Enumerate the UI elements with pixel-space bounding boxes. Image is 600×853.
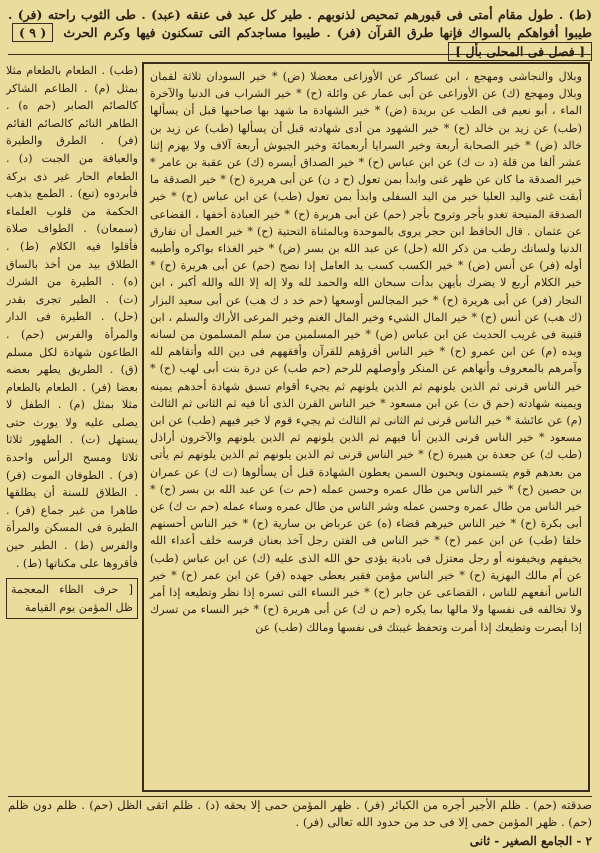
main-text-frame: [142, 62, 590, 792]
page-footer: [8, 796, 592, 847]
section-title: [ فصل فى المحلى بأل ]: [448, 42, 592, 61]
header-text: (ط) . طول مقام أمتى فى قبورهم تمحيص لذنوبهم . طير كل عبد فى عنقه (عبد) . طى الثوب راحته (فر) . طيبوا أفواهكم بالسواك فإنها طرق القرآن (فر) . طيبوا مساجدكم التى تسكنون فيها وكرم الحرث: [8, 7, 592, 40]
chapter-heading-box: [6, 578, 138, 619]
main-paragraph: وبلال والنجاشى ومهجع ، ابن عساكر عن الأوزاعى معضلا (ض) * خير السودان ثلاثة لقمان وبلال ومهجع (ك) عن الأوزاعى عن أبى عمار عن وائلة (ح) * خير الشراب فى الدنيا والآخرة الماء ، أبو نعيم فى الطب عن بريدة (ض) * خير الشهادة ما شهد بها صاحبها قبل أن يسألها (طب) عن زيد بن خالد (ح) * خير الشهود من أدى شهادته قبل أن يسألها (طب) عن زيد بن خالد (ض) * خير الصحابة أربعة وخير السرايا أربعمائة وخير الجيوش أربعة آلاف ولا يهزم إثنا عشر ألفا من قلة (د ت ك) عن ابن عباس (ح) * خير الصداق أيسره (ك) عن عقبة بن عامر * خير الصدقة ما كان عن ظهر غنى وابدأ بمن تعول (ح د ن) عن أبى هريرة (ح) * خير الصدقة ما أبقت غنى واليد العليا خير من اليد السفلى وابدأ بمن تعول (طب) عن ابن عباس (ح) * خير الصدقة المنيحة تغدو بأجر وتروح بأجر (حم) عن أبى هريرة (ح) * خير العبادة أخفها ، القضاعى عن عثمان . قال الحافظ ابن حجر يروى بالموحدة وبالمثناة التحتية (ح) * خير العمل أن تفارق الدنيا ولسانك رطب من ذكر الله (حل) عن عبد الله بن بسر (ض) * خير الغذاء بواكره وأطيبه أوله (فر) عن أنس (ض) * خير الكسب كسب يد العامل إذا نصح (حم) عن أبى هريرة (ح) * خير الكلام أربع لا يضرك بأيهن بدأت سبحان الله والحمد لله ولا إله إلا الله والله أكبر ، ابن النجار (فر) عن أبى هريرة (ح) * خير المجالس أوسعها (حم خد د ك هب) عن أبى سعيد البزار (ك هب) عن أنس (ح) * خير المال الشيء وخير المال الغنم وخير المرعى الأراك والسلم ، ابن قتيبة فى غريب الحديث عن ابن عباس (ض) * خير المسلمين من سلم المسلمون من لسانه ويده (م) عن ابن عمرو (ح) * خير الناس أقرؤهم للقرآن وأفقههم فى دين الله وأتقاهم لله وآمرهم بالمعروف وأنهاهم عن المنكر وأوصلهم للرحم (حم طب) عن درة بنت أبى لهب (ح) * خير الناس قرنى ثم الذين يلونهم ثم الذين يلونهم ثم يجيء أقوام تسبق شهادة أحدهم يمينه ويمينه شهادته (حم ق ت) عن ابن مسعود * خير الناس القرن الذى أنا فيه ثم الثانى ثم الثالث (م) عن عائشة * خير الناس قرنى ثم الثانى ثم الثالث ثم يجيء قوم لا خير فيهم (طب) عن ابن مسعود * خير الناس قرنى الذين أنا فيهم ثم الذين يلونهم ثم الذين يلونهم والآخرون أراذل (طب ك) عن جعدة بن هبيرة (ح) * خير الناس قرنى ثم الذين يلونهم ثم الذين يلونهم ثم يأتى من بعدهم قوم يتسمنون ويحبون السمن يعطون الشهادة قبل أن يسألوها (ت ك) عن عمران بن حصين (ح) * خير الناس من طال عمره وحسن عمله (حم ت) عن عبد الله بن بسر (ح) * خير الناس من طال عمره وحسن عمله وشر الناس من طال عمره وساء عمله (حم ت ك) عن أبى بكرة (ح) * خير الناس خيرهم قضاء (ه) عن عرباض بن سارية (ح) * خير الناس أحسنهم خلقا (طب) عن ابن عمر (ح) * خير الناس فى الفتن رجل آخذ بعنان فرسه خلف أعداء الله يخيفهم ويخيفونه أو رجل معتزل فى بادية يؤدى حق الله الذى عليه (ك) عن ابن عباس (طب) عن أم مالك البهزية (ح) * خير الناس مؤمن فقير يعطى جهده (فر) عن ابن عمر (ح) * خير الناس أنفعهم للناس ، القضاعى عن جابر (ح) * خير النساء التى تسره إذا نظر وتطيعه إذا أمر ولا تخالفه فى نفسها ولا مالها بما يكره (حم ن ك) عن أبى هريرة (ح) * خير النساء من تسرك إذا أبصرت وتطيعك إذا أمرت وتحفظ غيبتك فى نفسها ومالك (طب) عن: [150, 70, 583, 634]
page-header: [8, 6, 592, 59]
page-number: ( ٩ ): [12, 23, 53, 42]
margin-paragraph: (طب) . الطعام بالطعام مثلا بمثل (م) . الطاعم الشاكر كالصائم الصابر (حم ه) . الطاهر النائم كالصائم القائم (فر) . الطرق والطيرة والعيافة من الجبت (د) . الطعام الحار غير ذى بركة فأبردوه (تبع) . الطمع يذهب الحكمة من قلوب العلماء (سمعان) . الطواف صلاة فأقلوا فيه الكلام (ط) . الطلاق بيد من أخذ بالساق (ه) . الطيرة من الشرك (ت) . الطير تجرى بقدر (حل) . الطيرة فى الدار والمرأة والفرس (حم) . الطاعون شهادة لكل مسلم (ق) . الطريق يطهر بعضه بعضا (فر) . الطعام بالطعام مثلا بمثل (م) . الطفل لا يصلى عليه ولا يورث حتى يستهل (ت) . الطهور ثلاثا ثلاثا ومسح الرأس واحدة (فر) . الطوفان الموت (فر) . الطلاق للسنة أن يطلقها طاهرا من غير جماع (فر) . الطيرة فى المسكن والمرأة والفرس (ط) . الطير حين فأقروها على مكناتها (ط) .: [6, 64, 138, 570]
margin-column: [6, 62, 138, 797]
chapter-heading: [ حرف الظاء المعجمة ظل المؤمن يوم القيامة: [11, 583, 133, 614]
footer-text: صدقته (حم) . ظلم الأجير أجره من الكبائر (فر) . ظهر المؤمن حمى إلا بحقه (د) . ظلم اتقى الظل (حم) . ظلم دون ظلم (حم) . ظهر المؤمن حمى إلا فى حد من حدود الله تعالى (فر) .: [8, 798, 592, 829]
volume-signature: ٢ - الجامع الصغير - ثانى: [469, 834, 592, 848]
